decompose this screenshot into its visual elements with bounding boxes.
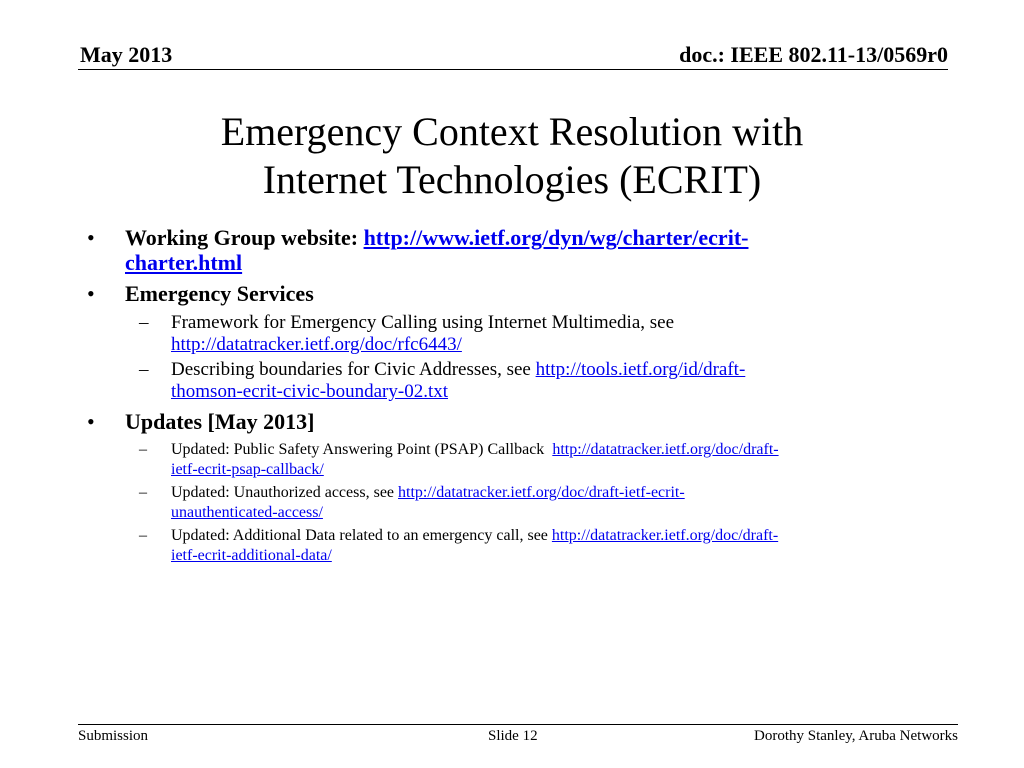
sub-bullet-additional-data bbox=[87, 526, 947, 566]
rfc6443-link[interactable]: http://datatracker.ietf.org/doc/rfc6443/ bbox=[171, 334, 462, 355]
bullet-updates bbox=[87, 409, 947, 434]
footer-slide-number: Slide 12 bbox=[488, 728, 538, 744]
sub-bullet-civic-boundaries bbox=[87, 359, 947, 403]
bullet-icon: • bbox=[87, 281, 95, 306]
header-doc-id: doc.: IEEE 802.11-13/0569r0 bbox=[679, 42, 948, 67]
sub-bullet-text: Describing boundaries for Civic Addresses, see bbox=[171, 359, 536, 380]
bullet-label: Emergency Services bbox=[125, 281, 314, 306]
title-line-1: Emergency Context Resolution with bbox=[220, 109, 804, 154]
header-date: May 2013 bbox=[80, 42, 173, 67]
bullet-icon: • bbox=[87, 409, 95, 434]
dash-icon: – bbox=[139, 359, 149, 380]
footer-author: Dorothy Stanley, Aruba Networks bbox=[754, 728, 958, 744]
psap-callback-link[interactable]: http://datatracker.ietf.org/doc/draft- ietf-ecrit-psap-callback/ bbox=[171, 441, 779, 478]
sub-bullet-text: Updated: Public Safety Answering Point (PSAP) Callback bbox=[171, 441, 553, 458]
sub-bullet-text: Updated: Additional Data related to an emergency call, see bbox=[171, 527, 552, 544]
bullet-emergency-services bbox=[87, 281, 947, 306]
sub-bullet-psap-callback bbox=[87, 440, 947, 480]
bullet-icon: • bbox=[87, 225, 95, 250]
footer-submission: Submission bbox=[78, 728, 149, 744]
sub-bullet-text: Updated: Unauthorized access, see bbox=[171, 484, 399, 501]
dash-icon: – bbox=[139, 484, 147, 501]
bullet-label: Working Group website: bbox=[125, 225, 364, 250]
title-line-2: Internet Technologies (ECRIT) bbox=[262, 157, 762, 202]
additional-data-link[interactable]: http://datatracker.ietf.org/doc/draft- ietf-ecrit-additional-data/ bbox=[171, 527, 779, 564]
bullet-label: Updates [May 2013] bbox=[125, 409, 315, 434]
civic-boundary-link[interactable]: http://tools.ietf.org/id/draft- thomson-ecrit-civic-boundary-02.txt bbox=[171, 359, 746, 402]
sub-bullet-framework bbox=[87, 312, 947, 356]
unauthenticated-access-link[interactable]: http://datatracker.ietf.org/doc/draft-ietf-ecrit- unauthenticated-access/ bbox=[171, 484, 685, 521]
dash-icon: – bbox=[139, 312, 149, 333]
bullet-working-group bbox=[87, 225, 947, 275]
footer-rule bbox=[78, 724, 958, 725]
dash-icon: – bbox=[139, 527, 147, 544]
slide-title bbox=[80, 108, 944, 204]
working-group-link[interactable]: http://www.ietf.org/dyn/wg/charter/ecrit- charter.html bbox=[125, 225, 749, 275]
slide-content bbox=[87, 225, 947, 569]
dash-icon: – bbox=[139, 441, 147, 458]
sub-bullet-text: Framework for Emergency Calling using Internet Multimedia, see bbox=[171, 312, 675, 333]
sub-bullet-unauthorized-access bbox=[87, 483, 947, 523]
header-rule bbox=[78, 69, 948, 70]
